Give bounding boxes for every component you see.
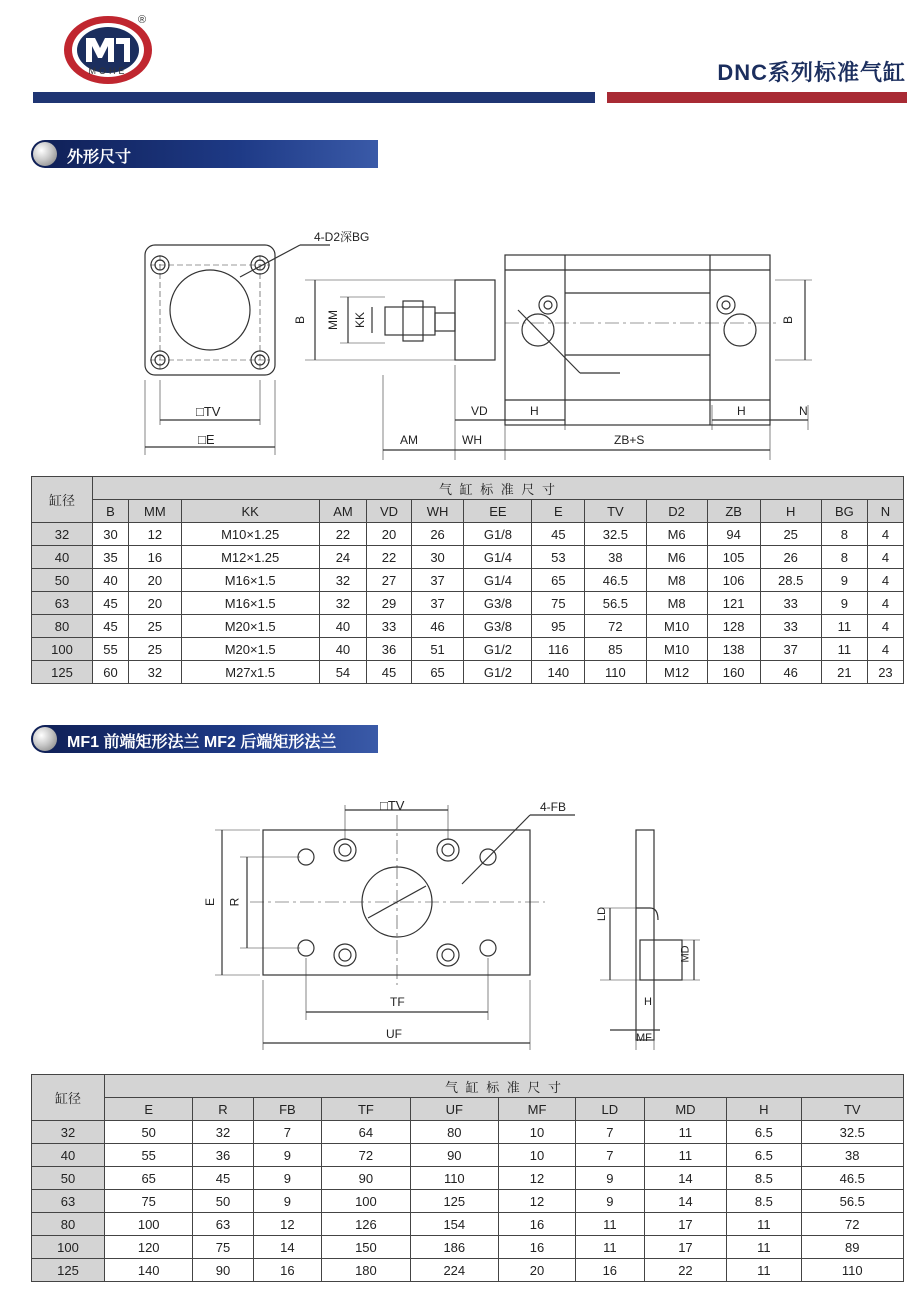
registered-mark: ®: [138, 14, 147, 26]
table-cell: 17: [644, 1236, 727, 1259]
table-cell: 65: [532, 569, 585, 592]
table-cell: 25: [129, 638, 182, 661]
table-cell: M10×1.25: [181, 523, 319, 546]
table-cell: 7: [576, 1144, 645, 1167]
column-header: R: [193, 1098, 253, 1121]
bore-cell: 40: [32, 546, 93, 569]
table-cell: 32: [193, 1121, 253, 1144]
cylinder-outline-drawing: [0, 215, 920, 465]
table-cell: 7: [253, 1121, 322, 1144]
table-cell: 32.5: [801, 1121, 904, 1144]
bore-cell: 80: [32, 615, 93, 638]
label-h: H: [530, 404, 539, 418]
table-cell: 224: [410, 1259, 498, 1282]
table-cell: 20: [499, 1259, 576, 1282]
table-cell: G3/8: [464, 615, 532, 638]
table-cell: 8: [821, 546, 867, 569]
column-header: TV: [585, 500, 646, 523]
label-mf: MF: [636, 1032, 652, 1044]
table-cell: 40: [93, 569, 129, 592]
table-header-row: [32, 1075, 904, 1098]
table-cell: 17: [644, 1213, 727, 1236]
flange-front-view: [215, 805, 575, 1050]
bore-cell: 40: [32, 1144, 105, 1167]
table-cell: 28.5: [760, 569, 821, 592]
bore-cell: 32: [32, 1121, 105, 1144]
table-cell: 16: [576, 1259, 645, 1282]
table-cell: 45: [532, 523, 585, 546]
table-cell: 140: [105, 1259, 193, 1282]
table-cell: 33: [367, 615, 411, 638]
table-cell: M12×1.25: [181, 546, 319, 569]
table-row: [32, 661, 904, 684]
bore-cell: 125: [32, 661, 93, 684]
table-cell: 180: [322, 1259, 410, 1282]
table-cell: 20: [129, 569, 182, 592]
bore-cell: 100: [32, 638, 93, 661]
header-bar-red: [607, 92, 907, 103]
table-row: [32, 1144, 904, 1167]
table-cell: 100: [322, 1190, 410, 1213]
label-h2: H: [737, 404, 746, 418]
table-row: [32, 615, 904, 638]
column-header: MD: [644, 1098, 727, 1121]
table-cell: 121: [707, 592, 760, 615]
label-uf: UF: [386, 1027, 402, 1041]
table-cell: 138: [707, 638, 760, 661]
table-cell: G1/2: [464, 638, 532, 661]
table-cell: 33: [760, 615, 821, 638]
label-mm: MM: [326, 310, 340, 330]
bore-cell: 125: [32, 1259, 105, 1282]
table-cell: 20: [367, 523, 411, 546]
column-header: B: [93, 500, 129, 523]
column-header: H: [760, 500, 821, 523]
table-cell: 11: [821, 615, 867, 638]
column-header: H: [727, 1098, 801, 1121]
table-cell: 63: [193, 1213, 253, 1236]
section-title: MF1 前端矩形法兰 MF2 后端矩形法兰: [67, 734, 337, 751]
table-cell: M16×1.5: [181, 592, 319, 615]
flange-drawing: [0, 790, 920, 1060]
table-cell: 32: [319, 592, 367, 615]
label-n: N: [799, 404, 808, 418]
label-wh: WH: [462, 433, 482, 447]
table-row: [32, 1167, 904, 1190]
section-header-flange: [31, 725, 378, 753]
table-cell: G3/8: [464, 592, 532, 615]
table-cell: 4: [867, 523, 903, 546]
table-cell: M6: [646, 523, 707, 546]
section-header-dimensions: [31, 140, 378, 168]
table-cell: 16: [499, 1213, 576, 1236]
label-b: B: [293, 315, 308, 325]
table-cell: 65: [105, 1167, 193, 1190]
table-cell: 90: [410, 1144, 498, 1167]
table-cell: 51: [411, 638, 464, 661]
table-cell: 22: [367, 546, 411, 569]
column-header: TF: [322, 1098, 410, 1121]
page-title: DNC系列标准气缸: [717, 60, 906, 85]
table-cell: 10: [499, 1144, 576, 1167]
table-cell: 20: [129, 592, 182, 615]
label-e: □E: [198, 432, 215, 447]
column-header: UF: [410, 1098, 498, 1121]
table-cell: 12: [499, 1167, 576, 1190]
table-cell: 11: [727, 1213, 801, 1236]
table-cell: 154: [410, 1213, 498, 1236]
column-header: KK: [181, 500, 319, 523]
table-cell: 6.5: [727, 1144, 801, 1167]
table-cell: 27: [367, 569, 411, 592]
table-cell: 24: [319, 546, 367, 569]
table-header-row: [32, 477, 904, 500]
table-cell: 126: [322, 1213, 410, 1236]
table-cell: 21: [821, 661, 867, 684]
table-cell: 10: [499, 1121, 576, 1144]
table-cell: 4: [867, 569, 903, 592]
label-md: MD: [679, 945, 692, 963]
table-cell: G1/4: [464, 569, 532, 592]
column-header: VD: [367, 500, 411, 523]
table-cell: 125: [410, 1190, 498, 1213]
table-cell: 22: [319, 523, 367, 546]
table-cell: 14: [644, 1167, 727, 1190]
table-cell: 11: [821, 638, 867, 661]
bore-cell: 32: [32, 523, 93, 546]
table-cell: 90: [322, 1167, 410, 1190]
column-header: BG: [821, 500, 867, 523]
table-cell: 22: [644, 1259, 727, 1282]
table-cell: 11: [644, 1121, 727, 1144]
table-cell: 56.5: [801, 1190, 904, 1213]
table-row: [32, 523, 904, 546]
column-header: E: [532, 500, 585, 523]
table-cell: 72: [585, 615, 646, 638]
table-cell: 94: [707, 523, 760, 546]
label-vd: VD: [471, 404, 488, 418]
table-cell: 12: [499, 1190, 576, 1213]
column-header: D2: [646, 500, 707, 523]
logo-text: MOHE: [88, 66, 128, 76]
table-cell: 29: [367, 592, 411, 615]
label-tf: TF: [390, 995, 405, 1009]
table-cell: 50: [105, 1121, 193, 1144]
table-cell: M6: [646, 546, 707, 569]
table-cell: M8: [646, 569, 707, 592]
table-cell: 55: [105, 1144, 193, 1167]
table-cell: 46.5: [585, 569, 646, 592]
table-cell: M10: [646, 615, 707, 638]
bullet-icon: [33, 142, 57, 166]
table-cell: G1/8: [464, 523, 532, 546]
table-cell: 128: [707, 615, 760, 638]
table-cell: 64: [322, 1121, 410, 1144]
table-cell: G1/4: [464, 546, 532, 569]
bore-cell: 63: [32, 592, 93, 615]
bore-cell: 50: [32, 569, 93, 592]
column-header: EE: [464, 500, 532, 523]
table-cell: 16: [499, 1236, 576, 1259]
table-cell: 14: [253, 1236, 322, 1259]
table-cell: 32.5: [585, 523, 646, 546]
table-cell: 9: [576, 1190, 645, 1213]
table-cell: 9: [576, 1167, 645, 1190]
table-cell: 9: [821, 592, 867, 615]
table-cell: 90: [193, 1259, 253, 1282]
table-cell: 37: [760, 638, 821, 661]
table-cell: 4: [867, 615, 903, 638]
table-cell: 50: [193, 1190, 253, 1213]
flange-side-view: [600, 830, 700, 1050]
column-header: AM: [319, 500, 367, 523]
table-cell: 33: [760, 592, 821, 615]
table-cell: 38: [585, 546, 646, 569]
label-d2: 4-D2深BG: [314, 230, 370, 244]
table-cell: 16: [129, 546, 182, 569]
table-row: [32, 1259, 904, 1282]
table-row: [32, 1236, 904, 1259]
table-cell: M12: [646, 661, 707, 684]
column-header: TV: [801, 1098, 904, 1121]
table-row: [32, 1190, 904, 1213]
column-header: WH: [411, 500, 464, 523]
table-cell: 110: [801, 1259, 904, 1282]
table-cell: 30: [411, 546, 464, 569]
table-cell: M20×1.5: [181, 615, 319, 638]
table-cell: 4: [867, 546, 903, 569]
bore-header: 缸径: [32, 477, 93, 523]
label-flange-e: E: [203, 897, 218, 907]
table-cell: 186: [410, 1236, 498, 1259]
bore-cell: 50: [32, 1167, 105, 1190]
column-header: FB: [253, 1098, 322, 1121]
table-cell: 85: [585, 638, 646, 661]
flange-dimensions-table: [31, 1074, 904, 1282]
table-cell: 75: [105, 1190, 193, 1213]
table-cell: G1/2: [464, 661, 532, 684]
table-cell: 30: [93, 523, 129, 546]
table-cell: 56.5: [585, 592, 646, 615]
table-cell: 16: [253, 1259, 322, 1282]
table-cell: 11: [727, 1236, 801, 1259]
table-cell: 8.5: [727, 1190, 801, 1213]
table-cell: 26: [411, 523, 464, 546]
table-cell: 75: [532, 592, 585, 615]
table-cell: 8: [821, 523, 867, 546]
column-header: N: [867, 500, 903, 523]
table-cell: 11: [576, 1213, 645, 1236]
section-title: 外形尺寸: [67, 149, 132, 166]
label-zbs: ZB+S: [614, 433, 645, 447]
table-cell: 25: [760, 523, 821, 546]
table-cell: 45: [367, 661, 411, 684]
table-row: [32, 569, 904, 592]
table-cell: 38: [801, 1144, 904, 1167]
table-cell: 110: [410, 1167, 498, 1190]
table-cell: 32: [319, 569, 367, 592]
label-flange-tv: □TV: [380, 798, 405, 813]
table-cell: 37: [411, 592, 464, 615]
table-cell: 120: [105, 1236, 193, 1259]
table-cell: 23: [867, 661, 903, 684]
bullet-icon: [33, 727, 57, 751]
table-cell: M10: [646, 638, 707, 661]
table-row: [32, 638, 904, 661]
table-cell: 12: [253, 1213, 322, 1236]
label-kk: KK: [353, 311, 368, 329]
table-cell: 32: [129, 661, 182, 684]
bore-cell: 63: [32, 1190, 105, 1213]
table-cell: 9: [253, 1190, 322, 1213]
label-flange-h: H: [644, 996, 652, 1008]
group-header: 气 缸 标 准 尺 寸: [105, 1075, 904, 1098]
label-tv: □TV: [196, 404, 221, 419]
column-header-row: [32, 500, 904, 523]
table-cell: 45: [93, 592, 129, 615]
table-cell: 65: [411, 661, 464, 684]
table-row: [32, 1121, 904, 1144]
table-cell: 72: [801, 1213, 904, 1236]
table-cell: 46.5: [801, 1167, 904, 1190]
table-cell: 72: [322, 1144, 410, 1167]
table-cell: 53: [532, 546, 585, 569]
table-row: [32, 546, 904, 569]
table-row: [32, 592, 904, 615]
table-cell: 36: [193, 1144, 253, 1167]
table-cell: 46: [760, 661, 821, 684]
table-cell: 45: [193, 1167, 253, 1190]
table-cell: 116: [532, 638, 585, 661]
column-header: E: [105, 1098, 193, 1121]
table-cell: 54: [319, 661, 367, 684]
table-cell: 8.5: [727, 1167, 801, 1190]
table-cell: 12: [129, 523, 182, 546]
column-header: ZB: [707, 500, 760, 523]
bore-header: 缸径: [32, 1075, 105, 1121]
bore-cell: 80: [32, 1213, 105, 1236]
table-cell: 75: [193, 1236, 253, 1259]
table-cell: 35: [93, 546, 129, 569]
table-cell: 11: [727, 1259, 801, 1282]
table-cell: 6.5: [727, 1121, 801, 1144]
label-flange-r: R: [227, 897, 242, 907]
table-cell: 4: [867, 638, 903, 661]
table-cell: 89: [801, 1236, 904, 1259]
table-cell: 55: [93, 638, 129, 661]
table-cell: 95: [532, 615, 585, 638]
bore-cell: 100: [32, 1236, 105, 1259]
table-cell: 150: [322, 1236, 410, 1259]
standard-dimensions-table: [31, 476, 904, 684]
table-cell: 9: [821, 569, 867, 592]
table-cell: 36: [367, 638, 411, 661]
table-cell: 9: [253, 1144, 322, 1167]
table-cell: 9: [253, 1167, 322, 1190]
table-cell: 110: [585, 661, 646, 684]
table-cell: 4: [867, 592, 903, 615]
side-view: [305, 255, 812, 460]
table-cell: 45: [93, 615, 129, 638]
label-b2: B: [781, 315, 796, 325]
header-bar-blue: [33, 92, 595, 103]
table-cell: M16×1.5: [181, 569, 319, 592]
column-header: MF: [499, 1098, 576, 1121]
group-header: 气 缸 标 准 尺 寸: [93, 477, 904, 500]
table-row: [32, 1213, 904, 1236]
table-cell: 14: [644, 1190, 727, 1213]
table-cell: 11: [576, 1236, 645, 1259]
table-cell: 7: [576, 1121, 645, 1144]
label-am: AM: [400, 433, 418, 447]
table-cell: M20×1.5: [181, 638, 319, 661]
table-cell: 60: [93, 661, 129, 684]
table-cell: 160: [707, 661, 760, 684]
table-cell: 106: [707, 569, 760, 592]
table-cell: M8: [646, 592, 707, 615]
column-header-row: [32, 1098, 904, 1121]
table-cell: 80: [410, 1121, 498, 1144]
table-cell: 25: [129, 615, 182, 638]
table-cell: 11: [644, 1144, 727, 1167]
table-cell: 40: [319, 615, 367, 638]
table-cell: 40: [319, 638, 367, 661]
label-fb: 4-FB: [540, 800, 567, 814]
table-cell: 37: [411, 569, 464, 592]
table-cell: 140: [532, 661, 585, 684]
column-header: MM: [129, 500, 182, 523]
label-ld: LD: [596, 906, 609, 922]
table-cell: 46: [411, 615, 464, 638]
table-cell: 26: [760, 546, 821, 569]
table-cell: M27x1.5: [181, 661, 319, 684]
front-view: [145, 245, 330, 455]
table-cell: 100: [105, 1213, 193, 1236]
column-header: LD: [576, 1098, 645, 1121]
table-cell: 105: [707, 546, 760, 569]
